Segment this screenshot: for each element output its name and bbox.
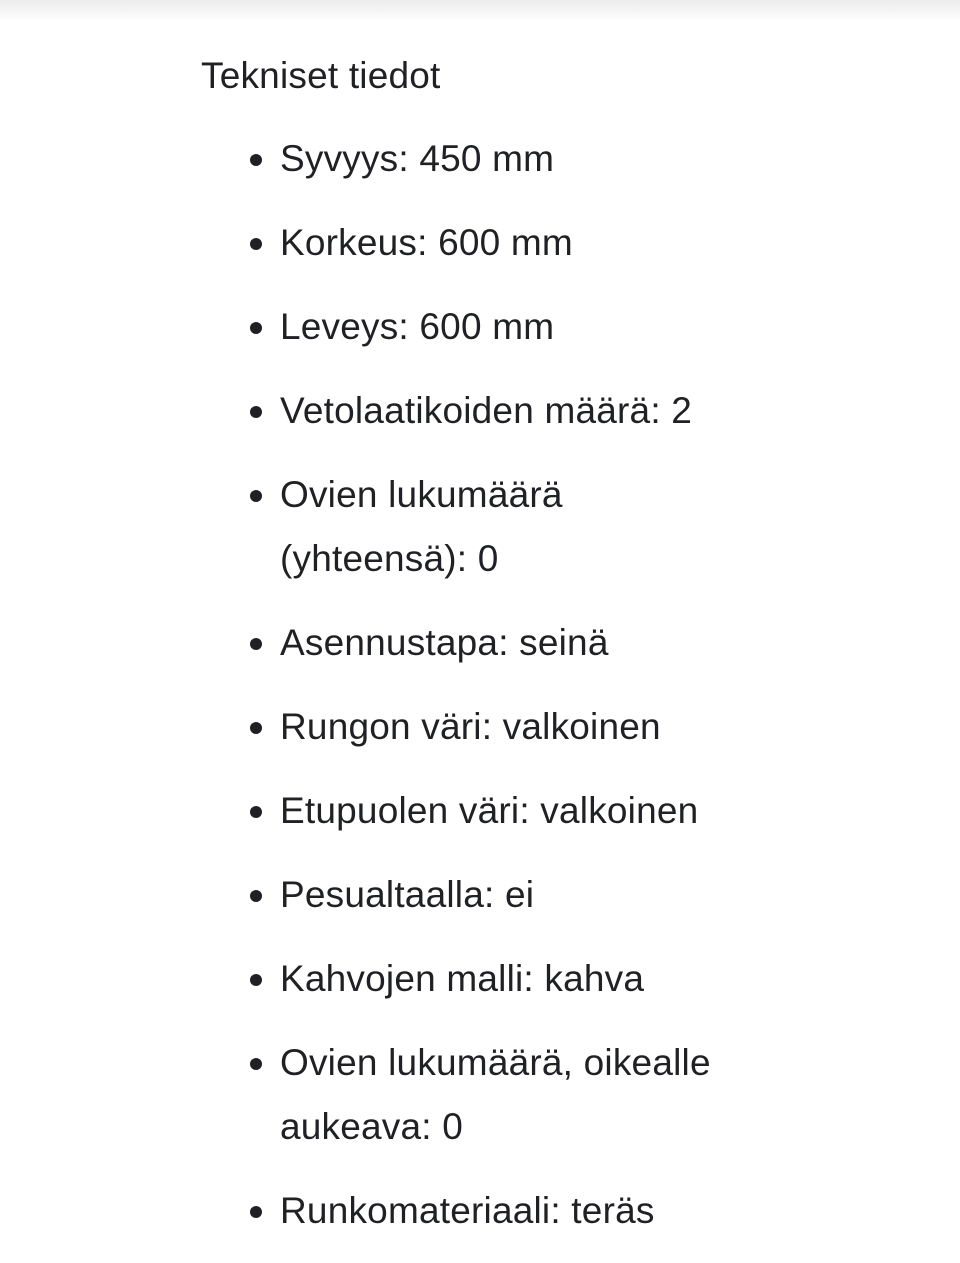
spec-item-doors-total <box>201 463 761 591</box>
spec-item-frame-material <box>201 1179 761 1243</box>
spec-text: Ovien lukumäärä, oikealle aukeava: 0 <box>280 1042 711 1147</box>
spec-text: Asennustapa: seinä <box>280 622 609 663</box>
spec-text: Korkeus: 600 mm <box>280 222 573 263</box>
bullet-icon <box>250 1206 262 1218</box>
spec-item-handle-model <box>201 947 761 1011</box>
spec-item-depth <box>201 127 761 191</box>
spec-item-mounting <box>201 611 761 675</box>
spec-item-doors-right <box>201 1031 761 1159</box>
spec-text: Rungon väri: valkoinen <box>280 706 661 747</box>
spec-text: Vetolaatikoiden määrä: 2 <box>280 390 693 431</box>
top-bar-shadow <box>0 0 960 22</box>
spec-item-frame-color <box>201 695 761 759</box>
spec-text: Kahvojen malli: kahva <box>280 958 645 999</box>
bullet-icon <box>250 722 262 734</box>
section-heading: Tekniset tiedot <box>201 55 441 96</box>
bullet-icon <box>250 806 262 818</box>
spec-text: Pesualtaalla: ei <box>280 874 535 915</box>
spec-item-sink <box>201 863 761 927</box>
bullet-icon <box>250 974 262 986</box>
bullet-icon <box>250 638 262 650</box>
bullet-icon <box>250 890 262 902</box>
spec-text: Ovien lukumäärä (yhteensä): 0 <box>280 474 563 579</box>
spec-list <box>201 127 761 1243</box>
spec-item-height <box>201 211 761 275</box>
spec-text: Leveys: 600 mm <box>280 306 555 347</box>
bullet-icon <box>250 490 262 502</box>
spec-text: Runkomateriaali: teräs <box>280 1190 655 1231</box>
technical-details-section <box>201 52 761 1263</box>
bullet-icon <box>250 322 262 334</box>
spec-text: Syvyys: 450 mm <box>280 138 555 179</box>
bullet-icon <box>250 154 262 166</box>
bullet-icon <box>250 1058 262 1070</box>
spec-item-width <box>201 295 761 359</box>
bullet-icon <box>250 238 262 250</box>
spec-text: Etupuolen väri: valkoinen <box>280 790 699 831</box>
bullet-icon <box>250 406 262 418</box>
spec-item-drawers <box>201 379 761 443</box>
spec-item-front-color <box>201 779 761 843</box>
